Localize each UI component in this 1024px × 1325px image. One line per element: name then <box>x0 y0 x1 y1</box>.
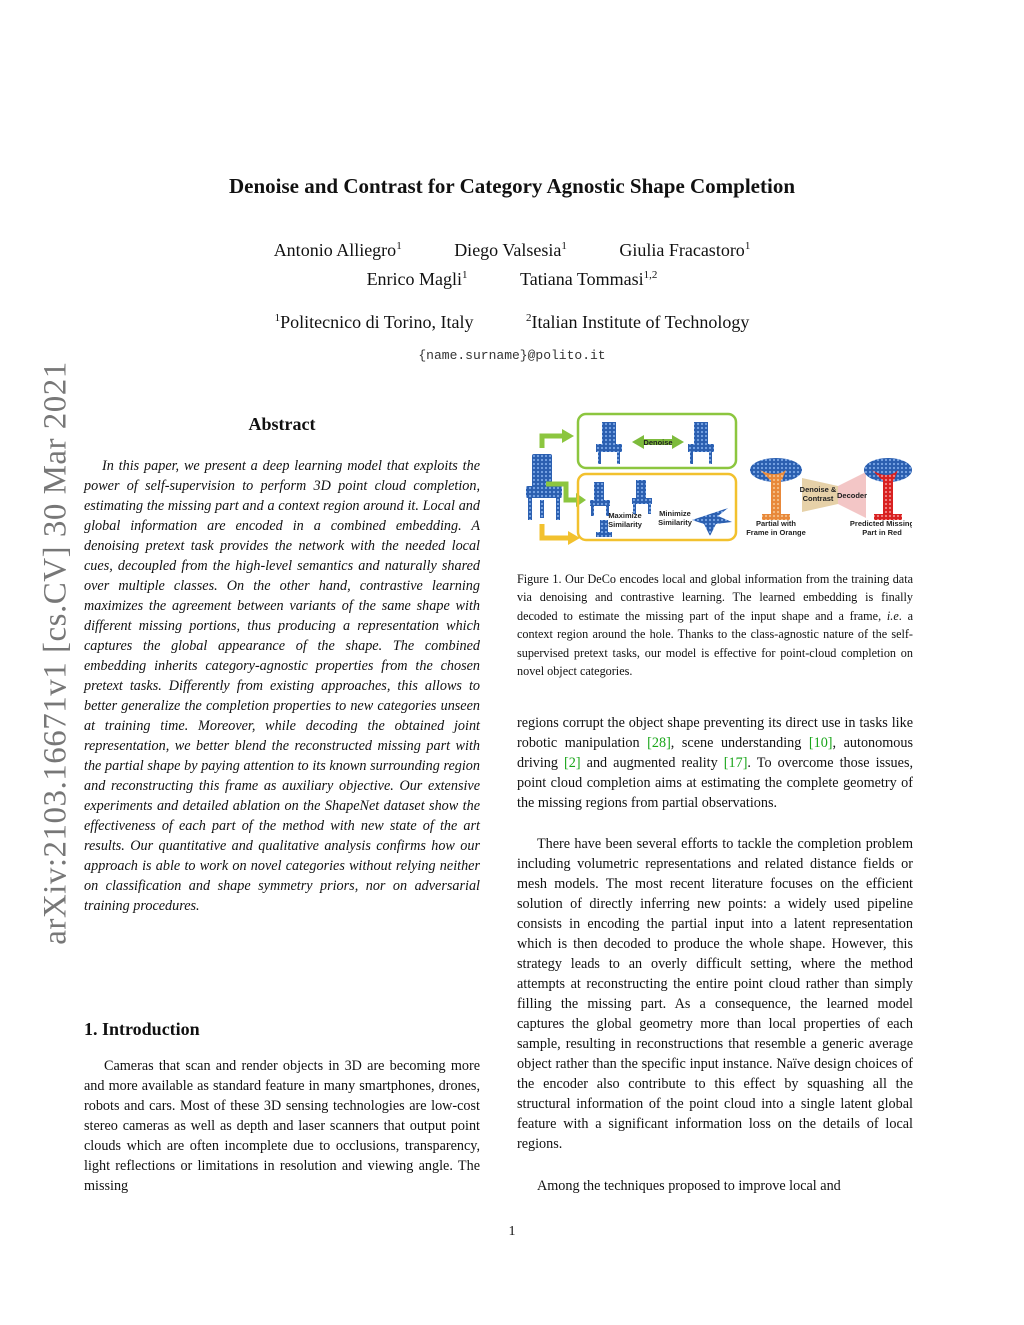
page-number: 1 <box>508 1224 516 1239</box>
maximize-label: Maximize <box>608 511 642 520</box>
predicted-label: Predicted Missing <box>849 519 912 528</box>
denoise-label: Denoise <box>643 438 673 447</box>
paper-title: Denoise and Contrast for Category Agnostic Shape Completion <box>228 174 796 198</box>
denoise-contrast-label: Contrast <box>802 494 834 503</box>
author: Giulia Fracastoro$^1$ <box>619 240 751 260</box>
maximize-label: Similarity <box>608 520 642 529</box>
abstract-text: In this paper, we present a deep learning model that exploits the power of self-supervision to perform 3D point cloud completion, estimating the missing part and a context region around it. Local and global information are encoded in a combined embedding. A denoising pretext task provides the network with the needed local cues, decoupled from the high-level semantics and naturally shared over multiple classes. On the other hand, contrastive learning maximizes the agreement between variants of the same shape with different missing portions, thus producing a representation which captures the global appearance of the shape. The combined embedding inherits category-agnostic properties from the chosen pretext tasks. Differently from existing approaches, this allows to better generalize the completion properties to new categories unseen at training time. Moreover, while decoding the obtained joint representation, we better blend the reconstructed missing part with the partial shape by paying attention to its known surrounding region and reconstructing this frame as auxiliary objective. Our extensive experiments and detailed ablation on the ShapeNet dataset show the effectiveness of each part of the method with new state of the art results. Our quantitative and qualitative analysis confirms how our approach is able to work on novel categories without relying neither on classification and shape symmetry priors, nor on adversarial training procedures. <box>84 458 480 914</box>
section-heading-introduction: 1. Introduction <box>84 1019 200 1039</box>
input-chair-icon <box>526 454 562 520</box>
arrow-icon <box>542 524 580 545</box>
citation-link[interactable]: [2] <box>564 755 581 771</box>
partial-label: Partial with <box>755 519 797 528</box>
affiliations <box>0 312 1024 333</box>
right-paragraph-2: There have been several efforts to tackle the completion problem including volumetric representations and related distance fields or mesh models. The most recent literature focuses on the efficient solution of directly inferring new points: a widely used pipeline consists in encoding the partial input into a latent representation which is then decoded to produce the whole shape. However, this strategy leads to an overly difficult setting, where the method attempts at reconstructing the entire point cloud rather than simply filling the missing part. As a consequence, the learned model captures the global geometry more than local properties of each sample, resulting in reconstructions that resemble a generic average object rather than the specific input instance. Naïve design choices of the encoder also contribute to this effect by squashing all the structural information of the point cloud into a single latent global feature with a significant information loss on the details of local regions. <box>517 836 913 1152</box>
author: Antonio Alliegro$^1$ <box>273 240 402 260</box>
authors-row-2 <box>0 269 1024 290</box>
citation-link[interactable]: [28] <box>647 735 671 751</box>
minimize-label: Similarity <box>658 518 692 527</box>
author: Enrico Magli$^1$ <box>366 269 468 289</box>
email: {name.surname}@polito.it <box>418 348 606 363</box>
authors-row-1 <box>0 240 1024 261</box>
decoder-label: Decoder <box>836 491 868 500</box>
author: Diego Valsesia$^1$ <box>454 240 567 260</box>
author: Tatiana Tommasi$^{1,2}$ <box>520 269 658 289</box>
denoised-chair-icon <box>688 422 714 464</box>
intro-paragraph-1: Cameras that scan and render objects in 3D are becoming more and more available as standard feature in many smartphones, drones, robots and cars. Most of these 3D sensing technologies are low-cost stereo cameras as well as depth and laser scanners that output point clouds which are often incomplete due to occlusions, transparency, light reflections or limitations in resolution and viewing angle. The missing <box>84 1058 480 1194</box>
abstract-heading: Abstract <box>248 414 316 434</box>
affiliation: $^2$Italian Institute of Technology <box>526 312 750 332</box>
citation-link[interactable]: [17] <box>723 755 748 771</box>
citation-link[interactable]: [10] <box>808 735 833 751</box>
right-paragraph-3: Among the techniques proposed to improve local and <box>537 1178 841 1194</box>
figure-1-diagram <box>520 410 912 560</box>
right-paragraph-1: regions corrupt the object shape preventing its direct use in tasks like robotic manipulation [28], scene understanding [10], autonomous driving [2] and augmented reality [17]. To overcome those issues, point cloud completion aims at estimating the complete geometry of the missing regions from partial observations. <box>517 715 914 811</box>
predicted-label: Part in Red <box>862 528 902 537</box>
partial-chair-icon <box>632 480 652 514</box>
figure-1-caption: Figure 1. Our DeCo encodes local and global information from the training data via denoising and contrastive learning. The learned embedding is finally decoded to estimate the missing part of the input shape and a frame, i.e. a context region around the hole. Thanks to the class-agnostic nature of the self-supervised pretext tasks, our model is effective for point-cloud completion on novel object categories. <box>517 572 913 679</box>
airplane-icon <box>692 508 732 536</box>
figure-1 <box>520 410 912 560</box>
arxiv-stamp: arXiv:2103.16671v1 [cs.CV] 30 Mar 2021 <box>37 361 74 945</box>
minimize-label: Minimize <box>659 509 691 518</box>
affiliation: $^1$Politecnico di Torino, Italy <box>274 312 474 332</box>
noisy-chair-icon <box>596 422 622 464</box>
partial-label: Frame in Orange <box>746 528 806 537</box>
partial-table-icon <box>750 458 802 520</box>
denoise-contrast-label: Denoise & <box>799 485 837 494</box>
predicted-table-icon <box>864 458 912 520</box>
partial-chair-icon <box>590 482 610 516</box>
